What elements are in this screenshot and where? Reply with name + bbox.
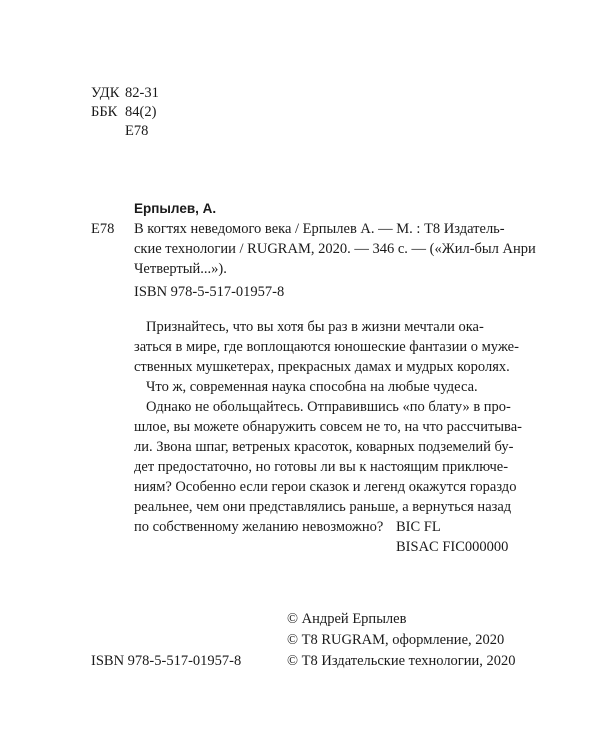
catalog-mark: Е78 [91,221,115,237]
annotation-line: по собственному желанию невозможно? [134,519,384,535]
catalog-isbn: ISBN 978-5-517-01957-8 [134,284,285,300]
copyright-line: © Т8 Издательские технологии, 2020 [287,653,516,669]
description-line: В когтях неведомого века / Ерпылев А. — М. : Т8 Издатель- [134,221,505,237]
footer-isbn: ISBN 978-5-517-01957-8 [91,653,242,669]
copyright-line: © Т8 RUGRAM, оформление, 2020 [287,632,505,648]
annotation-line: ственных мушкетерах, прекрасных дамах и мудрых королях. [134,359,510,375]
catalog-description [134,219,536,279]
annotation [134,317,522,537]
bbk-label: ББК [91,104,118,120]
catalog-author: Ерпылев, А. [134,201,217,216]
udk-label: УДК [91,85,120,101]
bbk-value: 84(2) [125,104,157,120]
bbk-line [91,103,156,121]
annotation-line: Признайтесь, что вы хотя бы раз в жизни мечтали ока- [146,319,484,335]
annotation-line: Однако не обольщайтесь. Отправившись «по блату» в про- [146,399,511,415]
bic-code: BIC FL [396,519,441,535]
annotation-line: заться в мире, где воплощаются юношеские фантазии о муже- [134,339,519,355]
annotation-line: дет предостаточно, но готовы ли вы к настоящим приключе- [134,459,509,475]
annotation-line: Что ж, современная наука способна на любые чудеса. [146,379,478,395]
author-mark: Е78 [125,123,149,139]
copyright-line: © Андрей Ерпылев [287,611,407,627]
annotation-line: ли. Звона шпаг, ветреных красоток, коварных подземелий бу- [134,439,514,455]
annotation-line: ниям? Особенно если герои сказок и легенд окажутся гораздо [134,479,517,495]
annotation-line: реальнее, чем они представлялись раньше, а вернуться назад [134,499,512,515]
description-line: Четвертый...»). [134,261,227,277]
udk-value: 82-31 [125,85,159,101]
description-line: ские технологии / RUGRAM, 2020. — 346 с. — («Жил-был Анри [134,241,536,257]
annotation-line: шлое, вы можете обнаружить совсем не то, на что рассчитыва- [134,419,522,435]
bisac-code: BISAC FIC000000 [396,539,509,555]
udk-line [91,84,159,102]
